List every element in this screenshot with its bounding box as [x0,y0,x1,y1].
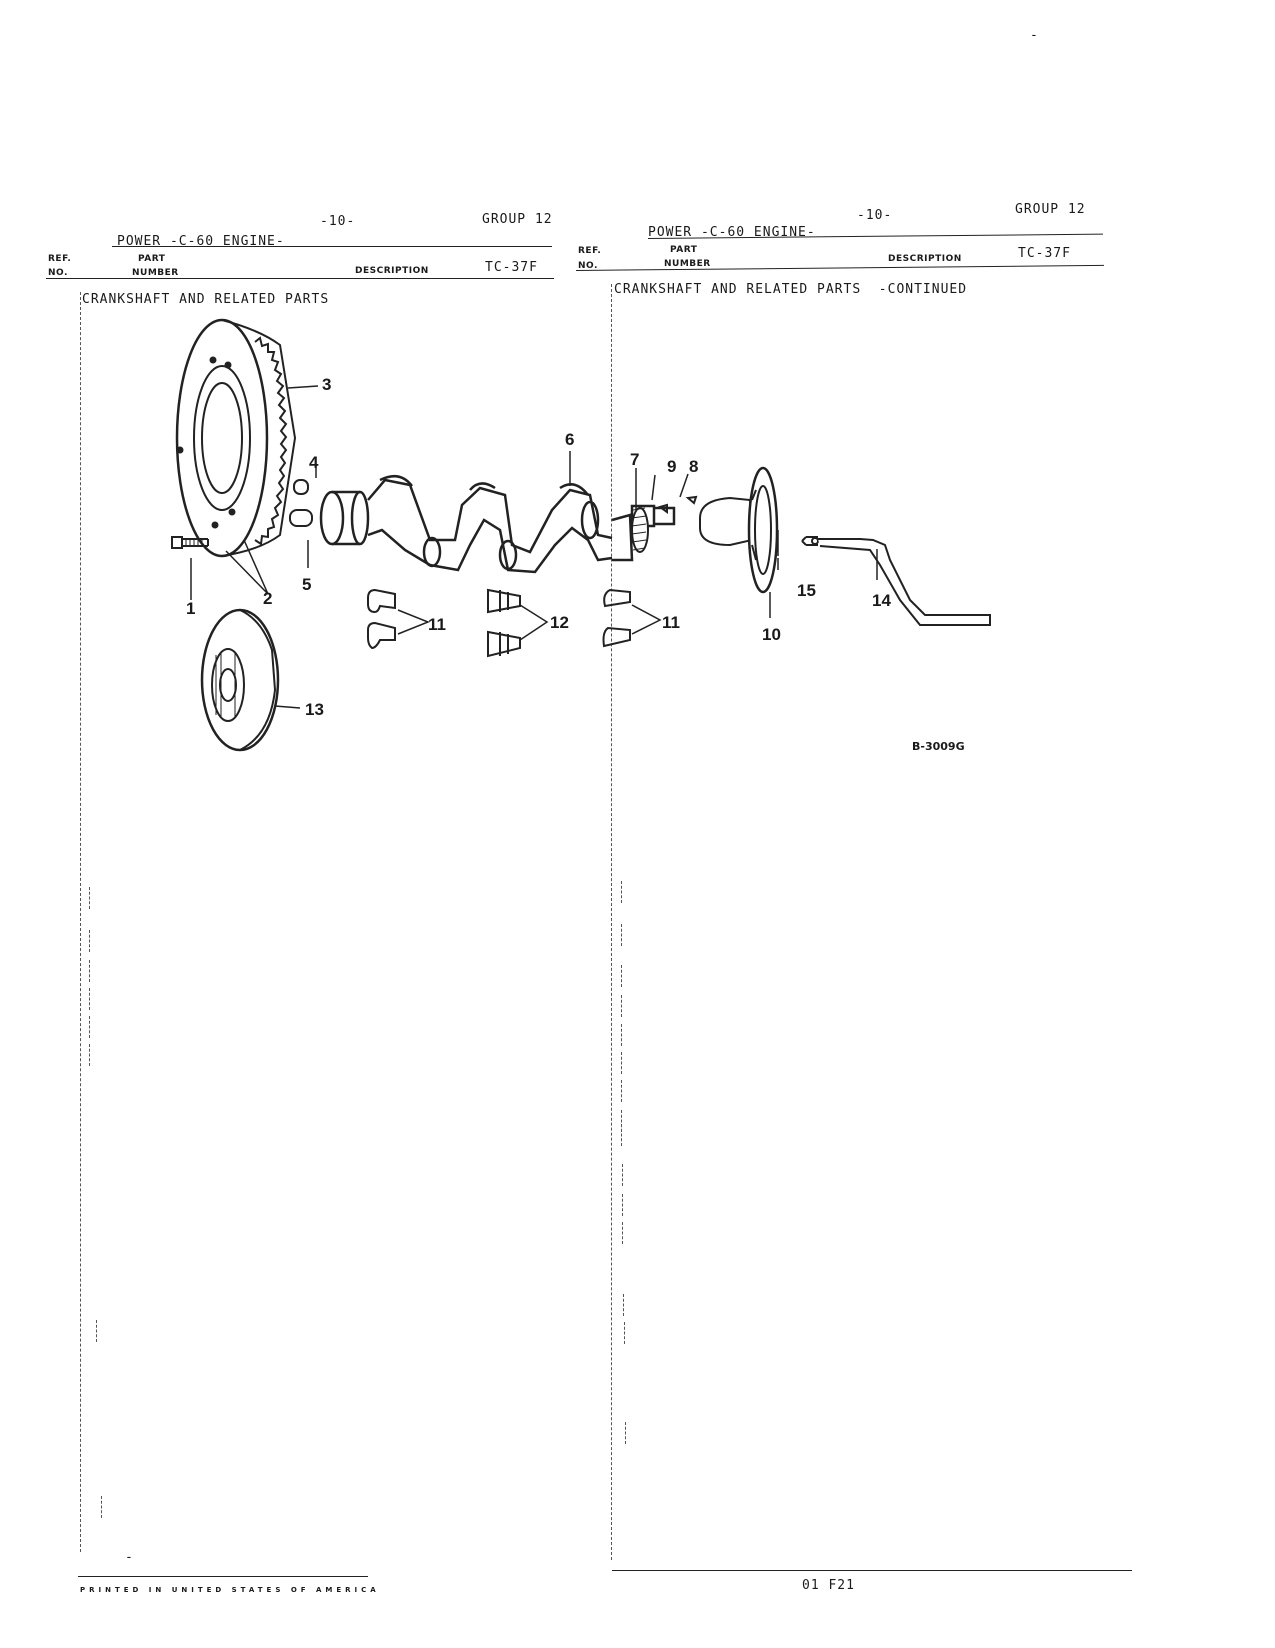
left-code: TC-37F [485,260,538,275]
diagram-label-6: 6 [565,430,575,449]
right-ref-label-2: NO. [578,261,598,271]
right-power-label: POWER -C-60 ENGINE- [648,225,816,240]
diagram-label-7: 7 [630,450,640,469]
footer-rule-right [612,1570,1132,1571]
leader-3 [288,386,318,388]
left-desc-label: DESCRIPTION [355,266,429,276]
key-drawing-9 [688,497,696,503]
right-part-label-1: PART [670,245,698,255]
bushing-drawing [290,510,312,526]
diagram-label-12: 12 [550,613,569,632]
diagram-label-9: 9 [667,457,677,476]
leader-13 [275,706,300,708]
left-power-label: POWER -C-60 ENGINE- [117,234,285,249]
dowel-drawing [294,480,308,494]
diagram-label-8: 8 [689,457,699,476]
leader-12 [520,605,547,640]
left-group-label: GROUP 12 [482,212,553,227]
right-section-title: CRANKSHAFT AND RELATED PARTS -CONTINUED [614,282,968,297]
page-code: 01 F21 [802,1578,855,1593]
starting-crank-drawing [818,539,990,625]
right-group-label: GROUP 12 [1015,202,1086,217]
left-page-number: -10- [320,214,356,229]
diagram-label-11-left: 11 [428,615,446,634]
figure-code: B-3009G [912,740,965,753]
diagram-label-1: 1 [186,599,196,618]
right-desc-label: DESCRIPTION [888,254,962,264]
right-part-label-2: NUMBER [664,259,711,269]
left-ref-label-2: NO. [48,268,68,278]
diagram-label-5: 5 [302,575,312,594]
crankshaft-pulley-drawing [202,610,278,750]
right-page-number: -10- [857,208,893,223]
bottom-mark: - [125,1550,134,1565]
pinion-drawing [632,508,648,552]
left-part-label-2: NUMBER [132,268,179,278]
crankshaft-drawing [321,476,674,572]
diagram-label-11-right: 11 [662,613,680,632]
corner-mark: - [1030,28,1039,43]
leader-11-right [632,605,660,634]
left-ref-label-1: REF. [48,254,72,264]
leader-9 [680,474,688,497]
footer-printed-text: PRINTED IN UNITED STATES OF AMERICA [80,1586,380,1594]
bearing-shells-11-left [368,590,395,648]
crankshaft-exploded-diagram [0,0,1275,800]
footer-rule-left [78,1576,368,1577]
right-code: TC-37F [1018,246,1071,261]
diagram-label-13: 13 [305,700,324,719]
diagram-label-4: 4 [309,453,319,472]
leader-11-left [398,610,428,634]
diagram-label-3: 3 [322,375,332,394]
leader-8 [652,475,655,500]
diagram-label-2: 2 [263,589,273,608]
fan-drive-pulley-drawing [700,468,777,592]
left-part-label-1: PART [138,254,166,264]
diagram-label-14: 14 [872,591,891,610]
diagram-label-15: 15 [797,581,816,600]
right-ref-label-1: REF. [578,246,602,256]
diagram-label-10: 10 [762,625,781,644]
bearing-shells-11-right [604,590,631,646]
left-section-title: CRANKSHAFT AND RELATED PARTS [82,292,330,307]
bearing-shells-12 [488,590,520,656]
flywheel-drawing [177,320,295,556]
